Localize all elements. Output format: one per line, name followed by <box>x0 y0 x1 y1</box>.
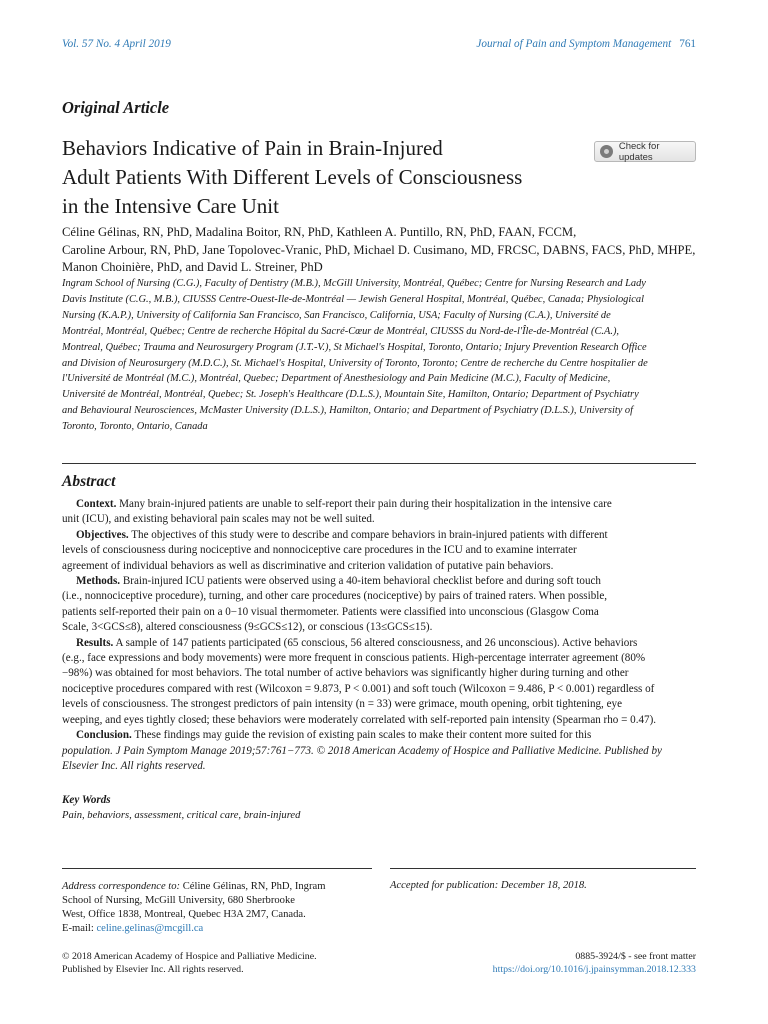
correspondence-address <box>62 880 372 936</box>
abstract-line: −98%) was obtained for most behaviors. The total number of active behaviors was significantly higher during turning and other <box>62 667 629 680</box>
crossmark-icon <box>600 145 613 158</box>
abstract-methods <box>62 574 702 589</box>
abstract-line: (e.g., face expressions and body movements) were more frequent in conscious patients. High-percentage interrater agreement (80% <box>62 652 646 665</box>
context-label: Context. <box>76 498 117 510</box>
abstract-citation-line: Elsevier Inc. All rights reserved. <box>62 759 206 772</box>
results-label: Results. <box>76 636 114 649</box>
abstract-body <box>62 497 702 774</box>
methods-label: Methods. <box>76 575 121 588</box>
author-list <box>62 224 702 277</box>
copyright-line: © 2018 American Academy of Hospice and Palliative Medicine. <box>62 951 317 962</box>
correspondence-text: Céline Gélinas, RN, PhD, Ingram <box>182 881 326 892</box>
email-line <box>62 922 372 936</box>
abstract-line: Scale, 3<GCS≤8), altered consciousness (9≤GCS≤12), or conscious (13≤GCS≤15). <box>62 621 433 634</box>
volume-issue: Vol. 57 No. 4 April 2019 <box>62 38 171 50</box>
title-line: in the Intensive Care Unit <box>62 194 279 218</box>
abstract-line: levels of consciousness during nociceptive and nonnociceptive care procedures in the ICU and to examine interrater <box>62 544 577 557</box>
check-for-updates-button[interactable] <box>594 141 696 162</box>
keywords-text: Pain, behaviors, assessment, critical care, brain-injured <box>62 810 301 821</box>
affiliation-line: Montréal, Montréal, Québec; Centre de recherche Hôpital du Sacré-Cœur de Montréal, CIUSSS du Nord-de-l'Île-de-Montréal (C.A.), <box>62 325 620 337</box>
affiliation-line: Université de Montréal, Montréal, Quebec; St. Joseph's Healthcare (D.L.S.), Mountain Site, Hamilton, Ontario; Department of Psychiatry <box>62 389 639 401</box>
journal-name: Journal of Pain and Symptom Management <box>476 38 672 50</box>
author-line: Céline Gélinas, RN, PhD, Madalina Boitor, RN, PhD, Kathleen A. Puntillo, RN, PhD, FAAN, FCCM, <box>62 225 577 239</box>
abstract-citation-line: population. J Pain Symptom Manage 2019;57:761−773. © 2018 American Academy of Hospice and Palliative Medicine. Published by <box>62 744 662 757</box>
issn-text: 0885-3924/$ - see front matter <box>575 951 696 962</box>
page-number: 761 <box>679 38 696 50</box>
abstract-objectives <box>62 528 702 543</box>
check-updates-label: Check for updates <box>618 140 660 163</box>
issn-doi <box>493 950 696 976</box>
email-label: E-mail: <box>62 923 94 934</box>
abstract-line: weeping, and eyes tightly closed; these behaviors were moderately correlated with self-reported pain intensity (Spearman rho = 0.47). <box>62 713 657 726</box>
correspondence-label: Address correspondence to: <box>62 881 181 892</box>
title-line: Behaviors Indicative of Pain in Brain-Injured <box>62 136 443 160</box>
affiliation-line: Toronto, Toronto, Ontario, Canada <box>62 421 208 433</box>
affiliation-line: Nursing (K.A.P.), University of California San Francisco, San Francisco, California, USA; Faculty of Nursing (C.A.), Université de <box>62 309 611 321</box>
affiliation-line: and Division of Neurosurgery (M.D.C.), St. Michael's Hospital, University of Toronto, Toronto; Centre de recherche du Centre hospitalier de <box>62 357 648 369</box>
footnote-rule-right <box>390 868 696 869</box>
abstract-results <box>62 636 702 651</box>
correspondence-text: School of Nursing, McGill University, 680 Sherbrooke <box>62 895 295 906</box>
author-line: Manon Choinière, PhD, and David L. Streiner, PhD <box>62 260 323 274</box>
abstract-heading: Abstract <box>62 473 116 490</box>
conclusion-label: Conclusion. <box>76 729 132 742</box>
copyright-notice <box>62 950 317 976</box>
affiliation-line: l'Université de Montréal (M.C.), Montréal, Quebec; Department of Anesthesiology and Pain Medicine (M.C.), Faculty of Medicine, <box>62 373 611 385</box>
abstract-line: nociceptive procedures compared with rest (Wilcoxon = 9.873, P < 0.001) and soft touch (Wilcoxon = 9.486, P < 0.001) regardless of <box>62 682 655 695</box>
affiliations <box>62 276 702 435</box>
footnote-rule-left <box>62 868 372 869</box>
affiliation-line: Ingram School of Nursing (C.G.), Faculty of Dentistry (M.B.), McGill University, Montréal, Québec; Centre for Nursing Research and Lady <box>62 278 646 289</box>
author-line: Caroline Arbour, RN, PhD, Jane Topolovec-Vranic, PhD, Michael D. Cusimano, MD, FRCSC, DABNS, FACS, PhD, MHPE, <box>62 242 696 257</box>
title-line: Adult Patients With Different Levels of Consciousness <box>62 165 523 189</box>
affiliation-line: Davis Institute (C.G., M.B.), CIUSSS Centre-Ouest-Ile-de-Montréal — Jewish General Hospital, Montréal, Québec, Canada; Physiological <box>62 293 644 305</box>
abstract-line: Many brain-injured patients are unable to self-report their pain during their hospitalization in the intensive care <box>119 498 612 510</box>
abstract-line: (i.e., nonnociceptive procedure), turning, and other care procedures (nociceptive) by pairs of trained raters. When possible, <box>62 590 608 603</box>
objectives-label: Objectives. <box>76 528 129 541</box>
accepted-date: Accepted for publication: December 18, 2018. <box>390 880 587 891</box>
correspondence-text: West, Office 1838, Montreal, Quebec H3A 2M7, Canada. <box>62 909 306 920</box>
abstract-line: agreement of individual behaviors as well as discriminative and criterion validation of putative pain behaviors. <box>62 559 554 572</box>
doi-link[interactable]: https://doi.org/10.1016/j.jpainsymman.2018.12.333 <box>492 964 696 975</box>
abstract-line: unit (ICU), and existing behavioral pain scales may not be well suited. <box>62 513 375 526</box>
correspondence-first-line <box>62 880 372 894</box>
abstract-line: levels of consciousness. The strongest predictors of pain intensity (n = 33) were grimace, mouth opening, orbit tightening, eye <box>62 698 622 711</box>
article-title <box>62 134 582 221</box>
abstract-divider <box>62 463 696 464</box>
running-head <box>62 38 696 50</box>
abstract-line: A sample of 147 patients participated (65 conscious, 56 altered consciousness, and 26 unconscious). Active behaviors <box>115 636 638 649</box>
email-link[interactable]: celine.gelinas@mcgill.ca <box>96 923 204 934</box>
journal-page-ref <box>476 38 696 50</box>
abstract-context <box>62 497 702 512</box>
abstract-line: Brain-injured ICU patients were observed using a 40-item behavioral checklist before and during soft touch <box>122 575 601 588</box>
abstract-line: The objectives of this study were to describe and compare behaviors in brain-injured patients with different <box>131 528 608 541</box>
abstract-conclusion <box>62 728 702 743</box>
affiliation-line: Montreal, Québec; Trauma and Neurosurgery Program (J.T.-V.), St Michael's Hospital, Toronto, Ontario; Injury Prevention Research Office <box>62 341 647 353</box>
abstract-line: patients self-reported their pain on a 0−10 visual thermometer. Patients were classified into unconscious (Glasgow Coma <box>62 605 599 618</box>
abstract-line: These findings may guide the revision of existing pain scales to make their content more suited for this <box>134 729 592 742</box>
affiliation-line: and Behavioural Neurosciences, McMaster University (D.L.S.), Hamilton, Ontario; and Department of Psychiatry (D.L.S.), University of <box>62 405 634 417</box>
section-label: Original Article <box>62 98 170 117</box>
keywords-heading: Key Words <box>62 794 111 806</box>
copyright-line: Published by Elsevier Inc. All rights reserved. <box>62 964 244 975</box>
